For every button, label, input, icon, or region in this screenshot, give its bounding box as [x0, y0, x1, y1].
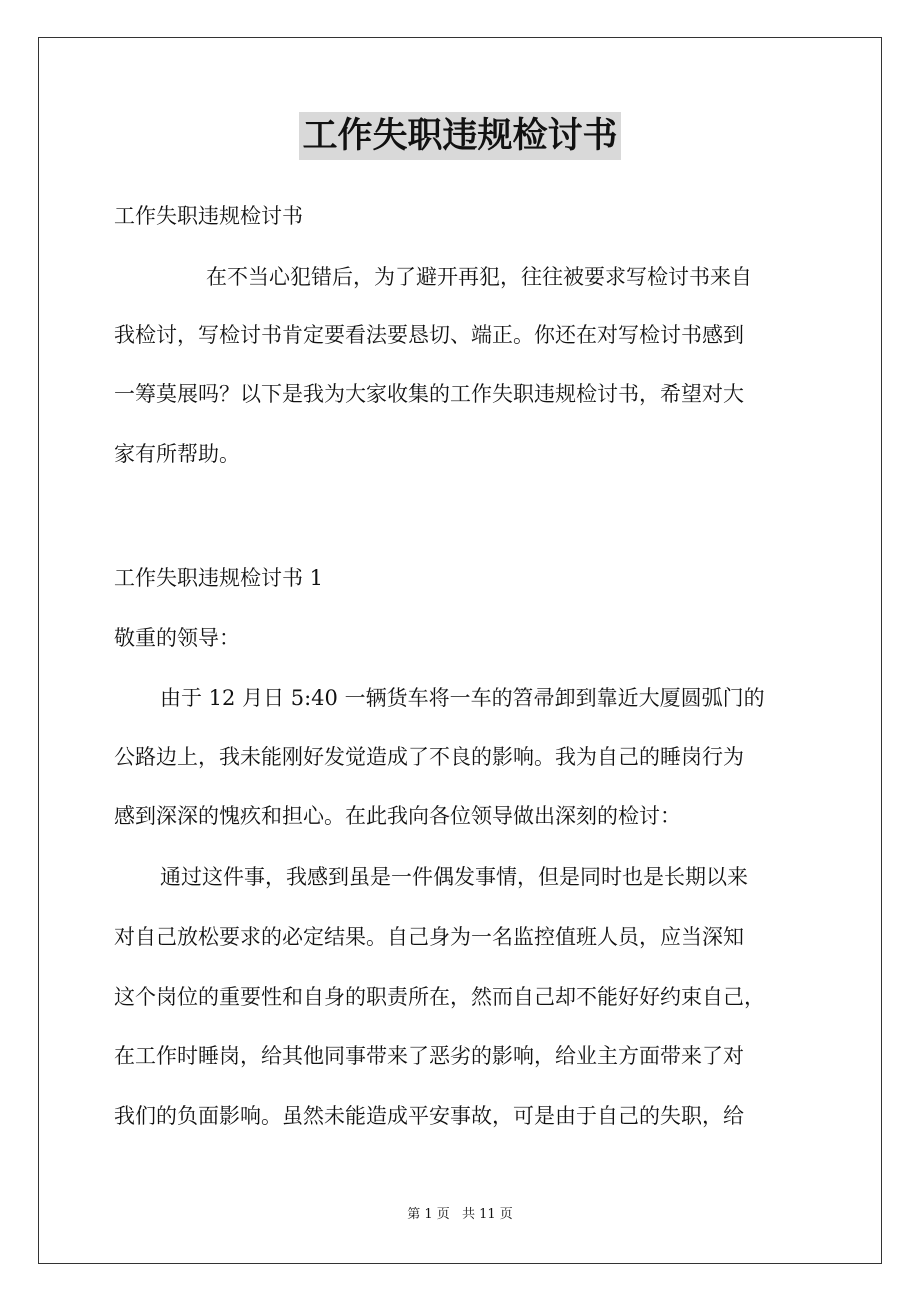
document-title-text: 工作失职违规检讨书 — [299, 112, 620, 160]
intro-line-3: 一筹莫展吗？以下是我为大家收集的工作失职违规检讨书，希望对大 — [114, 382, 744, 406]
section-heading: 工作失职违规检讨书 1 — [114, 566, 324, 590]
page-footer — [0, 1206, 920, 1224]
body-line-8: 我们的负面影响。虽然未能造成平安事故，可是由于自己的失职，给 — [114, 1104, 744, 1128]
page-number: 第 1 页 — [407, 1207, 450, 1222]
body-line-4: 通过这件事，我感到虽是一件偶发事情，但是同时也是长期以来 — [160, 865, 748, 889]
intro-line-1: 在不当心犯错后，为了避开再犯，往往被要求写检讨书来自 — [206, 265, 752, 289]
intro-line-4: 家有所帮助。 — [114, 442, 240, 466]
page-total: 共 11 页 — [461, 1207, 513, 1222]
body-line-2: 公路边上，我未能刚好发觉造成了不良的影响。我为自己的睡岗行为 — [114, 745, 744, 769]
body-line-7: 在工作时睡岗，给其他同事带来了恶劣的影响，给业主方面带来了对 — [114, 1044, 744, 1068]
body-line-5: 对自己放松要求的必定结果。自己身为一名监控值班人员，应当深知 — [114, 925, 744, 949]
document-title — [0, 112, 920, 160]
body-line-6: 这个岗位的重要性和自身的职责所在，然而自己却不能好好约束自己， — [114, 985, 765, 1009]
body-line-1: 由于 12 月日 5:40 一辆货车将一车的笤帚卸到靠近大厦圆弧门的 — [160, 686, 765, 710]
intro-line-2: 我检讨，写检讨书肯定要看法要恳切、端正。你还在对写检讨书感到 — [114, 323, 744, 347]
salutation: 敬重的领导： — [114, 626, 240, 650]
subtitle-line: 工作失职违规检讨书 — [114, 204, 303, 228]
body-line-3: 感到深深的愧疚和担心。在此我向各位领导做出深刻的检讨： — [114, 804, 681, 828]
